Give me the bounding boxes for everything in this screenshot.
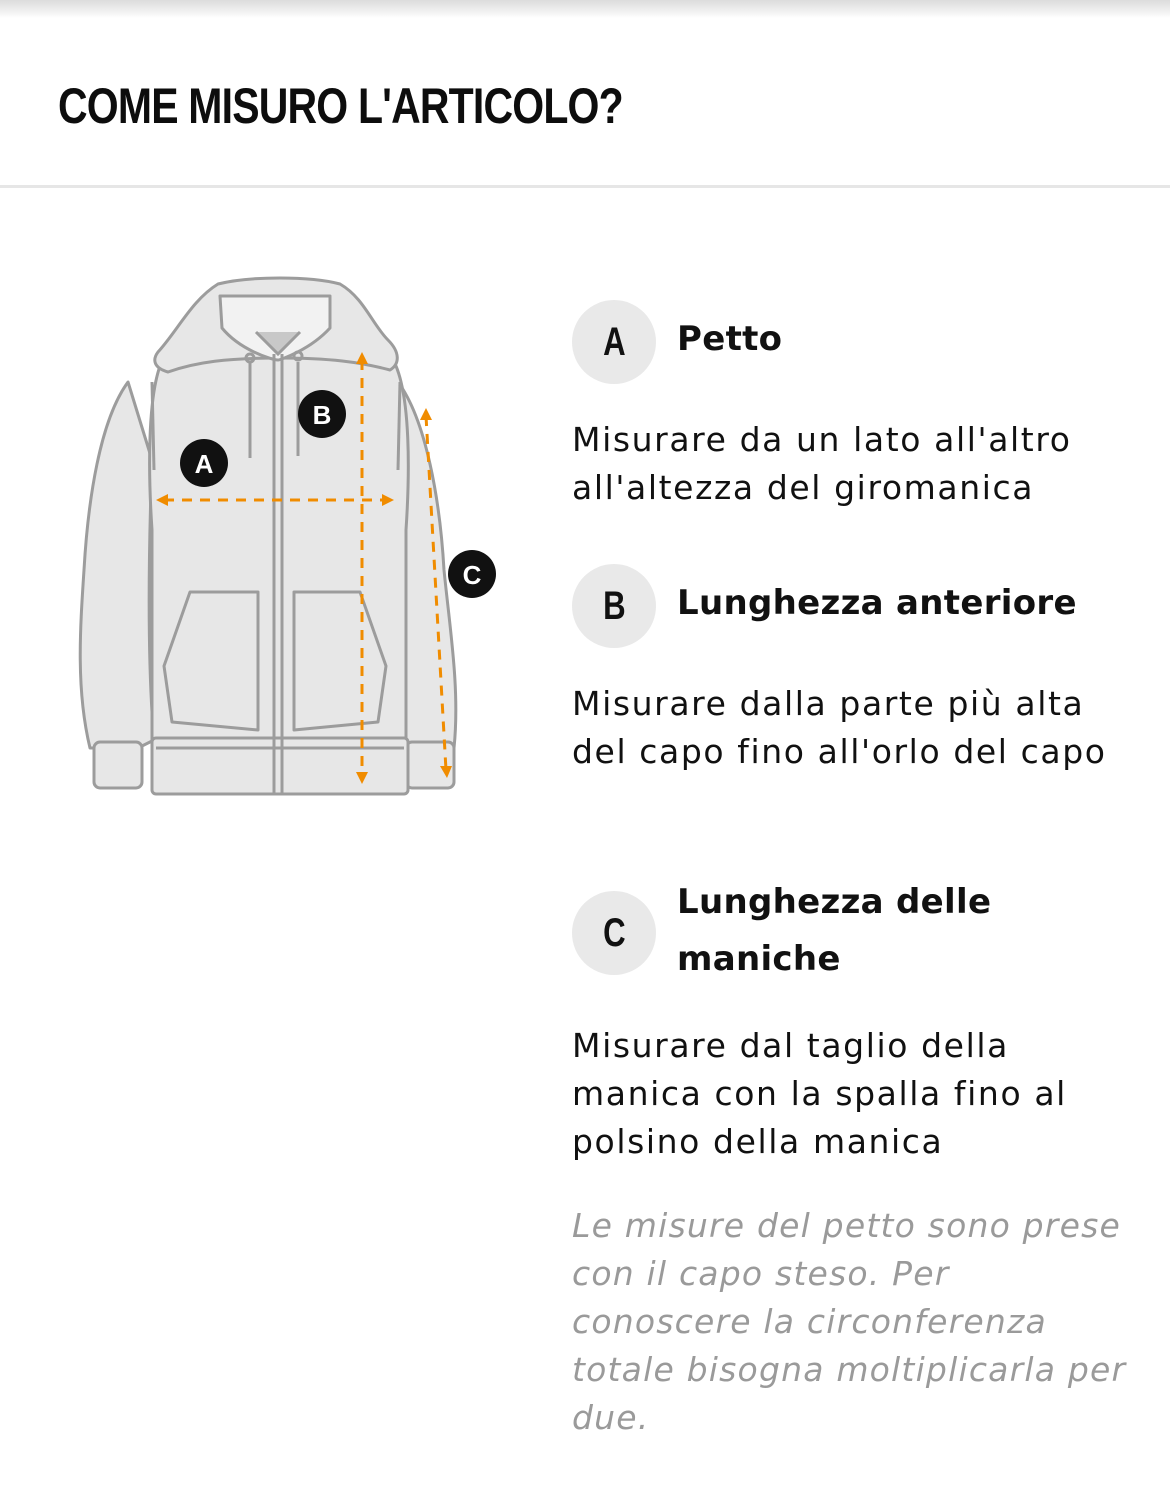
measurement-c-letter: C [602, 910, 626, 955]
measurement-a-description: Misurare da un lato all'altro all'altezza del giromanica [572, 420, 1072, 507]
chest-measurement-note: Le misure del petto sono prese con il capo steso. Per conoscere la circonferenza totale bisogna moltiplicarla per due. [572, 1206, 1127, 1437]
badge-c-label: C [462, 560, 482, 590]
measurement-c-title: Lunghezza delle maniche [677, 882, 992, 979]
measurement-b-description: Misurare dalla parte più alta del capo fino all'orlo del capo [572, 684, 1107, 771]
badge-a [180, 439, 228, 487]
badge-a-label: A [194, 449, 214, 479]
left-cuff [94, 742, 142, 788]
measurement-a-badge [572, 300, 656, 384]
measurement-b-badge [572, 564, 656, 648]
hoodie-illustration [60, 270, 520, 810]
waistband [152, 738, 408, 794]
badge-b-label: B [312, 400, 332, 430]
measurement-b-title: Lunghezza anteriore [677, 583, 1077, 623]
badge-b [298, 390, 346, 438]
top-shadow [0, 0, 1170, 18]
header-divider [0, 185, 1170, 188]
measurement-c-description: Misurare dal taglio della manica con la spalla fino al polsino della manica [572, 1026, 1067, 1161]
badge-c [448, 550, 496, 598]
page-title: COME MISURO L'ARTICOLO? [58, 78, 623, 134]
measurement-a-title: Petto [677, 319, 783, 359]
left-sleeve [80, 382, 154, 748]
measurement-c-badge [572, 891, 656, 975]
measurement-b-letter: B [602, 583, 626, 628]
measurement-a-letter: A [602, 319, 626, 364]
